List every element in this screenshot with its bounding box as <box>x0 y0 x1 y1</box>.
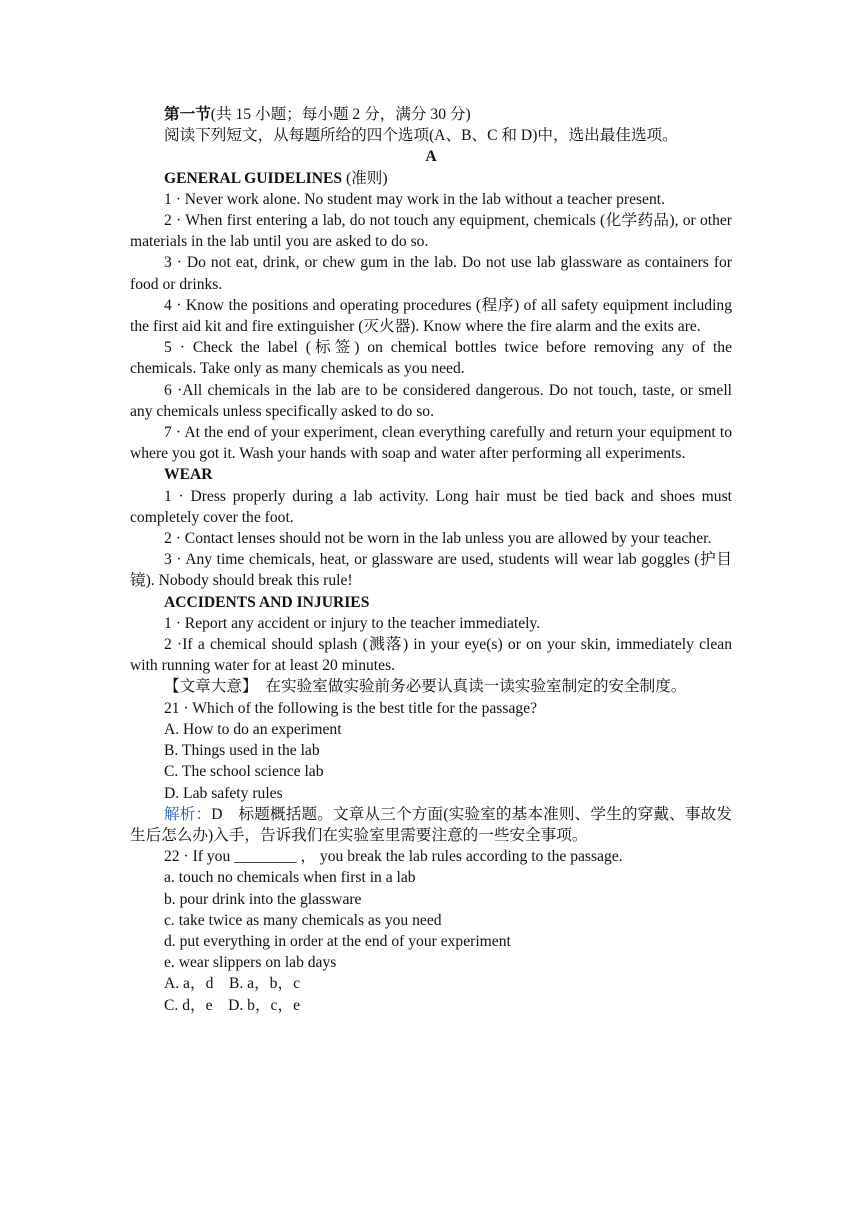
question-22-item: d. put everything in order at the end of your experiment <box>164 932 511 950</box>
question-21-stem: 21 · Which of the following is the best title for the passage? <box>164 699 538 717</box>
instruction: 阅读下列短文，从每题所给的四个选项(A、B、C 和 D)中，选出最佳选项。 <box>164 127 678 145</box>
question-22-stem: 22 · If you ________ ， you break the lab rules according to the passage. <box>164 848 623 866</box>
question-21-option: A. How to do an experiment <box>164 720 342 738</box>
general-guidelines-heading <box>130 168 732 189</box>
accident-item: 1 · Report any accident or injury to the teacher immediately. <box>164 614 541 632</box>
heading-note: (准则) <box>342 169 388 187</box>
summary-label: 【文章大意】 <box>164 678 250 696</box>
guideline-item: 5 · Check the label (标签) on chemical bottles twice before removing any of the chemicals. Take only as many chemicals as you need. <box>130 339 732 378</box>
section-note: (共 15 小题；每小题 2 分，满分 30 分) <box>210 106 471 123</box>
summary-text: 在实验室做实验前务必要认真读一读实验室制定的安全制度。 <box>249 678 687 696</box>
section-header <box>130 104 732 125</box>
analysis-text: D 标题概括题。文章从三个方面(实验室的基本准则、学生的穿戴、事故发生后怎么办)入手，告诉我们在实验室里需要注意的一些安全事项。 <box>130 805 732 844</box>
question-22-item: e. wear slippers on lab days <box>164 954 337 972</box>
section-title: 第一节 <box>164 106 211 123</box>
question-22-options: A. a，d B. a，b，c <box>164 975 300 993</box>
question-21-option: B. Things used in the lab <box>164 742 320 760</box>
accident-item: 2 ·If a chemical should splash (溅落) in your eye(s) or on your skin, immediately clean with running water for at least 20 minutes. <box>130 636 732 675</box>
guideline-item: 4 · Know the positions and operating procedures (程序) of all safety equipment including the first aid kit and fire extinguisher (灭火器). Know where the fire alarm and the exits are. <box>130 296 732 336</box>
document-page <box>130 104 732 1016</box>
guideline-item: 2 · When first entering a lab, do not touch any equipment, chemicals (化学药品), or other materials in the lab until you are asked to do so. <box>130 212 732 251</box>
wear-item: 1 · Dress properly during a lab activity. Long hair must be tied back and shoes must completely cover the foot. <box>130 487 732 526</box>
guideline-item: 6 ·All chemicals in the lab are to be considered dangerous. Do not touch, taste, or smell any chemicals unless specifically asked to do so. <box>130 381 732 420</box>
wear-item: 2 · Contact lenses should not be worn in the lab unless you are allowed by your teacher. <box>164 530 712 548</box>
question-22-item: c. take twice as many chemicals as you need <box>164 911 442 929</box>
question-21-option: D. Lab safety rules <box>164 784 283 802</box>
heading-text: GENERAL GUIDELINES <box>164 169 343 187</box>
guideline-item: 7 · At the end of your experiment, clean everything carefully and return your equipment to where you got it. Wash your hands with soap and water after performing all experiments. <box>130 424 732 463</box>
summary <box>130 676 732 697</box>
question-22-item: b. pour drink into the glassware <box>164 890 362 908</box>
wear-heading: WEAR <box>164 466 213 484</box>
guideline-item: 1 · Never work alone. No student may work in the lab without a teacher present. <box>164 190 666 208</box>
question-21-option: C. The school science lab <box>164 763 324 781</box>
passage-letter: A <box>425 148 437 166</box>
question-22-options: C. d，e D. b，c，e <box>164 996 300 1014</box>
analysis-label: 解析： <box>164 805 212 823</box>
accidents-heading: ACCIDENTS AND INJURIES <box>164 593 370 611</box>
question-21-analysis <box>130 804 732 846</box>
guideline-item: 3 · Do not eat, drink, or chew gum in the lab. Do not use lab glassware as containers for food or drinks. <box>130 254 732 293</box>
question-22-item: a. touch no chemicals when first in a lab <box>164 869 416 887</box>
wear-item: 3 · Any time chemicals, heat, or glassware are used, students will wear lab goggles (护目镜). Nobody should break this rule! <box>130 551 732 590</box>
